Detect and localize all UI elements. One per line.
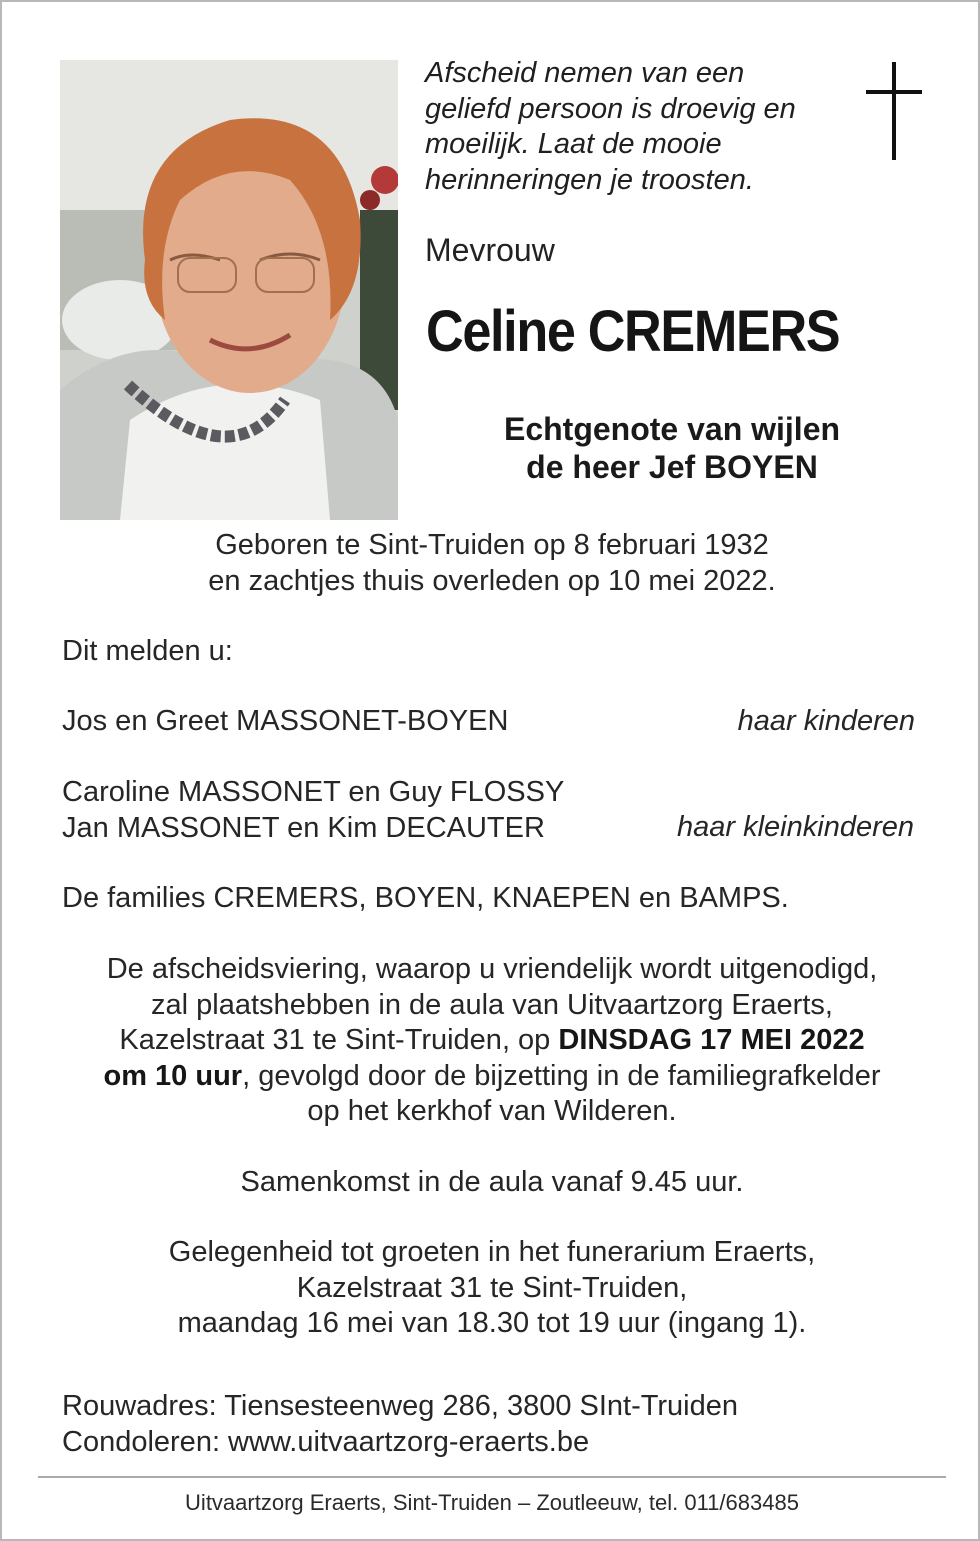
portrait-illustration [60,60,398,520]
mourning-address: Rouwadres: Tiensesteenweg 286, 3800 SInt-Truiden [62,1390,739,1422]
poem-line: herinneringen je troosten. [425,163,754,196]
grandchild-line: Jan MASSONET en Kim DECAUTER [62,811,545,844]
visitation-line: Gelegenheid tot groeten in het funerarium Eraerts, [168,1236,816,1268]
footer-text: Uitvaartzorg Eraerts, Sint-Truiden – Zoutleeuw, tel. 011/683485 [185,1490,799,1515]
ceremony-time: om 10 uur [103,1059,243,1092]
ceremony-text: Kazelstraat 31 te Sint-Truiden, op [119,1024,559,1056]
spouse-line: de heer Jef BOYEN [526,449,818,485]
children-names: Jos en Greet MASSONET-BOYEN [62,705,509,737]
condolences-link: Condoleren: www.uitvaartzorg-eraerts.be [62,1425,590,1458]
visitation-block [42,1235,942,1342]
ceremony-line [42,1059,942,1095]
birth-line: Geboren te Sint-Truiden op 8 februari 1932 [215,529,769,561]
poem-line: Afscheid nemen van een [425,57,745,89]
visitation-line: Kazelstraat 31 te Sint-Truiden, [296,1271,688,1304]
visitation-line: maandag 16 mei van 18.30 tot 19 uur (ingang 1). [177,1307,807,1339]
ceremony-line: De afscheidsviering, waarop u vriendelijk wordt uitgenodigd, [106,953,878,985]
dates-block [42,528,942,599]
honorific: Mevrouw [425,232,555,268]
ceremony-line: op het kerkhof van Wilderen. [307,1095,677,1127]
spouse-line: Echtgenote van wijlen [503,411,841,447]
grandchildren-names [62,775,564,846]
gathering-line: Samenkomst in de aula vanaf 9.45 uur. [240,1166,744,1198]
announce-intro: Dit melden u: [62,635,233,667]
grandchildren-relation: haar kleinkinderen [677,811,914,843]
poem-line: moeilijk. Laat de mooie [425,128,722,160]
death-line: en zachtjes thuis overleden op 10 mei 2022. [208,564,776,597]
ceremony-text: , gevolgd door de bijzetting in de familiegrafkelder [242,1059,881,1092]
ceremony-line [42,1023,942,1059]
grandchild-line: Caroline MASSONET en Guy FLOSSY [62,776,565,808]
cross-icon [864,62,924,162]
poem-text [425,56,845,198]
footer-divider [38,1476,946,1478]
ceremony-line: zal plaatshebben in de aula van Uitvaartzorg Eraerts, [151,988,833,1021]
deceased-name: Celine CREMERS [426,299,840,364]
families-line: De families CREMERS, BOYEN, KNAEPEN en BAMPS. [62,882,789,914]
spouse-block [442,410,902,486]
portrait-photo [60,60,398,520]
ceremony-date: DINSDAG 17 MEI 2022 [558,1024,865,1056]
contact-block [62,1389,738,1460]
poem-line: geliefd persoon is droevig en [425,92,796,125]
ceremony-block [42,952,942,1130]
children-relation: haar kinderen [737,705,915,737]
